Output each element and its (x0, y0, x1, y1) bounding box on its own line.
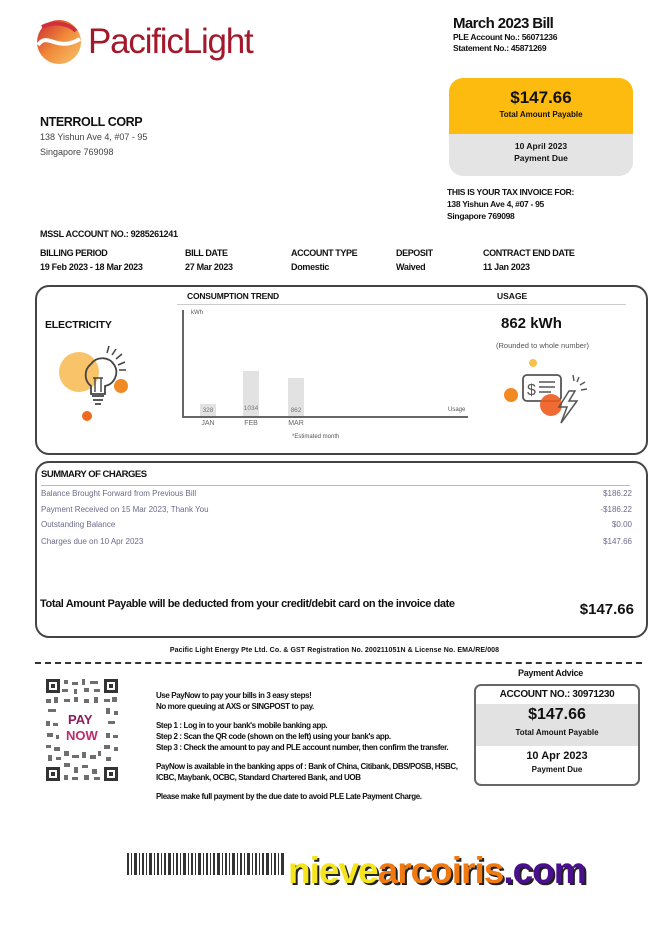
watermark-part-2: arcoiris (377, 850, 504, 891)
bill-header (453, 15, 557, 54)
summary-row (41, 520, 632, 536)
consumption-card (35, 285, 648, 455)
statement-number: Statement No.: 45871269 (453, 43, 547, 53)
bill-date-label: BILL DATE (185, 248, 228, 258)
lightbulb-icon (51, 342, 141, 432)
summary-title: SUMMARY OF CHARGES (41, 469, 147, 480)
total-amount: $147.66 (510, 88, 572, 107)
paynow-instructions (156, 690, 466, 810)
electricity-label: ELECTRICITY (45, 319, 112, 331)
paynow-step-3: Step 3 : Check the amount to pay and PLE account number, then confirm the transfer. (156, 743, 449, 752)
summary-divider (41, 485, 630, 486)
paynow-qr-code[interactable] (44, 677, 120, 783)
usage-note: (Rounded to whole number) (496, 341, 589, 350)
customer-address-line2: Singapore 769098 (40, 147, 114, 157)
late-payment-warning: Please make full payment by the due date to avoid PLE Late Payment Charge. (156, 792, 422, 801)
meter-account-number: MSSL ACCOUNT NO.: 9285261241 (40, 229, 178, 239)
account-type-label: ACCOUNT TYPE (291, 248, 358, 258)
chart-x-axis (182, 416, 468, 418)
summary-row-label: Charges due on 10 Apr 2023 (41, 537, 144, 546)
usage-value: 862 kWh (501, 315, 562, 332)
tear-off-line (35, 662, 642, 664)
tax-invoice-heading: THIS IS YOUR TAX INVOICE FOR: (447, 187, 574, 197)
header-divider (177, 304, 626, 305)
summary-of-charges-card (35, 461, 648, 638)
bill-date-value: 27 Mar 2023 (185, 262, 233, 272)
bill-date (185, 248, 233, 272)
watermark-part-1: nieve (288, 850, 378, 891)
chart-legend: Usage (448, 407, 466, 413)
contract-end-date-label: CONTRACT END DATE (483, 248, 575, 258)
summary-row-value: $147.66 (603, 537, 632, 546)
paynow-step-1: Step 1 : Log in to your bank's mobile banking app. (156, 721, 328, 730)
deposit-value: Waived (396, 262, 426, 272)
bill-title: March 2023 Bill (453, 15, 554, 32)
svg-text:PAY: PAY (68, 712, 93, 727)
contract-end-date (483, 248, 575, 272)
chart-bar-category: MAR (288, 420, 304, 427)
chart-note: *Estimated month (292, 434, 340, 440)
due-date: 10 April 2023 (514, 141, 568, 151)
watermark (288, 850, 586, 892)
svg-text:NOW: NOW (66, 728, 98, 743)
billing-period-label: BILLING PERIOD (40, 248, 108, 258)
registration-info: Pacific Light Energy Pte Ltd. Co. & GST Registration No. 200211051N & License No. EMA/RE/008 (169, 647, 500, 654)
total-payable-amount: $147.66 (579, 601, 634, 618)
bill-electricity-icon (499, 355, 599, 430)
amount-due-card (449, 78, 633, 176)
company-name: PacificLight (88, 22, 253, 61)
summary-row (41, 489, 632, 505)
svg-text:$: $ (527, 382, 536, 399)
customer-name: NTERROLL CORP (40, 115, 143, 129)
summary-row-value: $0.00 (611, 520, 632, 529)
advice-amount: $147.66 (528, 706, 586, 723)
chart-bar-category: FEB (244, 420, 258, 427)
chart-bar-value: 1034 (243, 405, 259, 412)
summary-row-label: Outstanding Balance (41, 520, 116, 529)
tax-invoice-address-line2: Singapore 769098 (447, 211, 515, 221)
advice-account-number: ACCOUNT NO.: 30971230 (499, 689, 615, 700)
summary-row-value: -$186.22 (600, 505, 632, 514)
paynow-intro: Use PayNow to pay your bills in 3 easy steps! (156, 691, 312, 700)
deposit-label: DEPOSIT (396, 248, 433, 258)
chart-bar-value: 328 (202, 407, 214, 414)
account-number: PLE Account No.: 56071236 (453, 32, 558, 42)
account-type-value: Domestic (291, 262, 330, 272)
advice-amount-label: Total Amount Payable (515, 728, 599, 737)
pacificlight-logo-icon (36, 19, 82, 65)
paynow-intro-2: No more queuing at AXS or SINGPOST to pay. (156, 702, 314, 711)
chart-bar-value: 862 (290, 407, 302, 414)
chart-unit-label: kWh (191, 310, 203, 316)
billing-period-value: 19 Feb 2023 - 18 Mar 2023 (40, 262, 143, 272)
customer-address-line1: 138 Yishun Ave 4, #07 - 95 (40, 132, 148, 142)
summary-row (41, 505, 632, 521)
consumption-trend-title: CONSUMPTION TREND (187, 291, 279, 301)
contract-end-date-value: 11 Jan 2023 (483, 262, 530, 272)
watermark-part-3: .com (503, 850, 586, 891)
summary-row (41, 537, 632, 553)
summary-row-label: Balance Brought Forward from Previous Bill (41, 489, 197, 498)
paynow-step-2: Step 2 : Scan the QR code (shown on the left) using your bank's app. (156, 732, 391, 741)
customer-block (40, 115, 147, 159)
total-payable-text: Total Amount Payable will be deducted from your credit/debit card on the invoice date (40, 598, 455, 610)
due-date-label: Payment Due (514, 153, 568, 163)
company-logo (36, 14, 276, 70)
tax-invoice-block (447, 186, 574, 222)
total-amount-label: Total Amount Payable (499, 110, 583, 119)
chart-bar-category: JAN (201, 420, 215, 427)
deposit (396, 248, 433, 272)
consumption-chart (182, 310, 472, 440)
payment-advice-card (474, 684, 640, 786)
usage-title: USAGE (497, 291, 528, 301)
advice-due-date: 10 Apr 2023 (526, 750, 588, 762)
summary-row-value: $186.22 (603, 489, 632, 498)
payment-advice-title: Payment Advice (518, 668, 583, 678)
chart-y-axis (182, 310, 184, 416)
paynow-banks: PayNow is available in the banking apps of : Bank of China, Citibank, DBS/POSB, HSBC, ICBC, Maybank, OCBC, Standard Chartered Bank, and UOB (156, 762, 458, 782)
account-type (291, 248, 357, 272)
tax-invoice-address-line1: 138 Yishun Ave 4, #07 - 95 (447, 199, 544, 209)
billing-period (40, 248, 143, 272)
advice-due-label: Payment Due (531, 765, 583, 774)
summary-row-label: Payment Received on 15 Mar 2023, Thank You (41, 505, 209, 514)
